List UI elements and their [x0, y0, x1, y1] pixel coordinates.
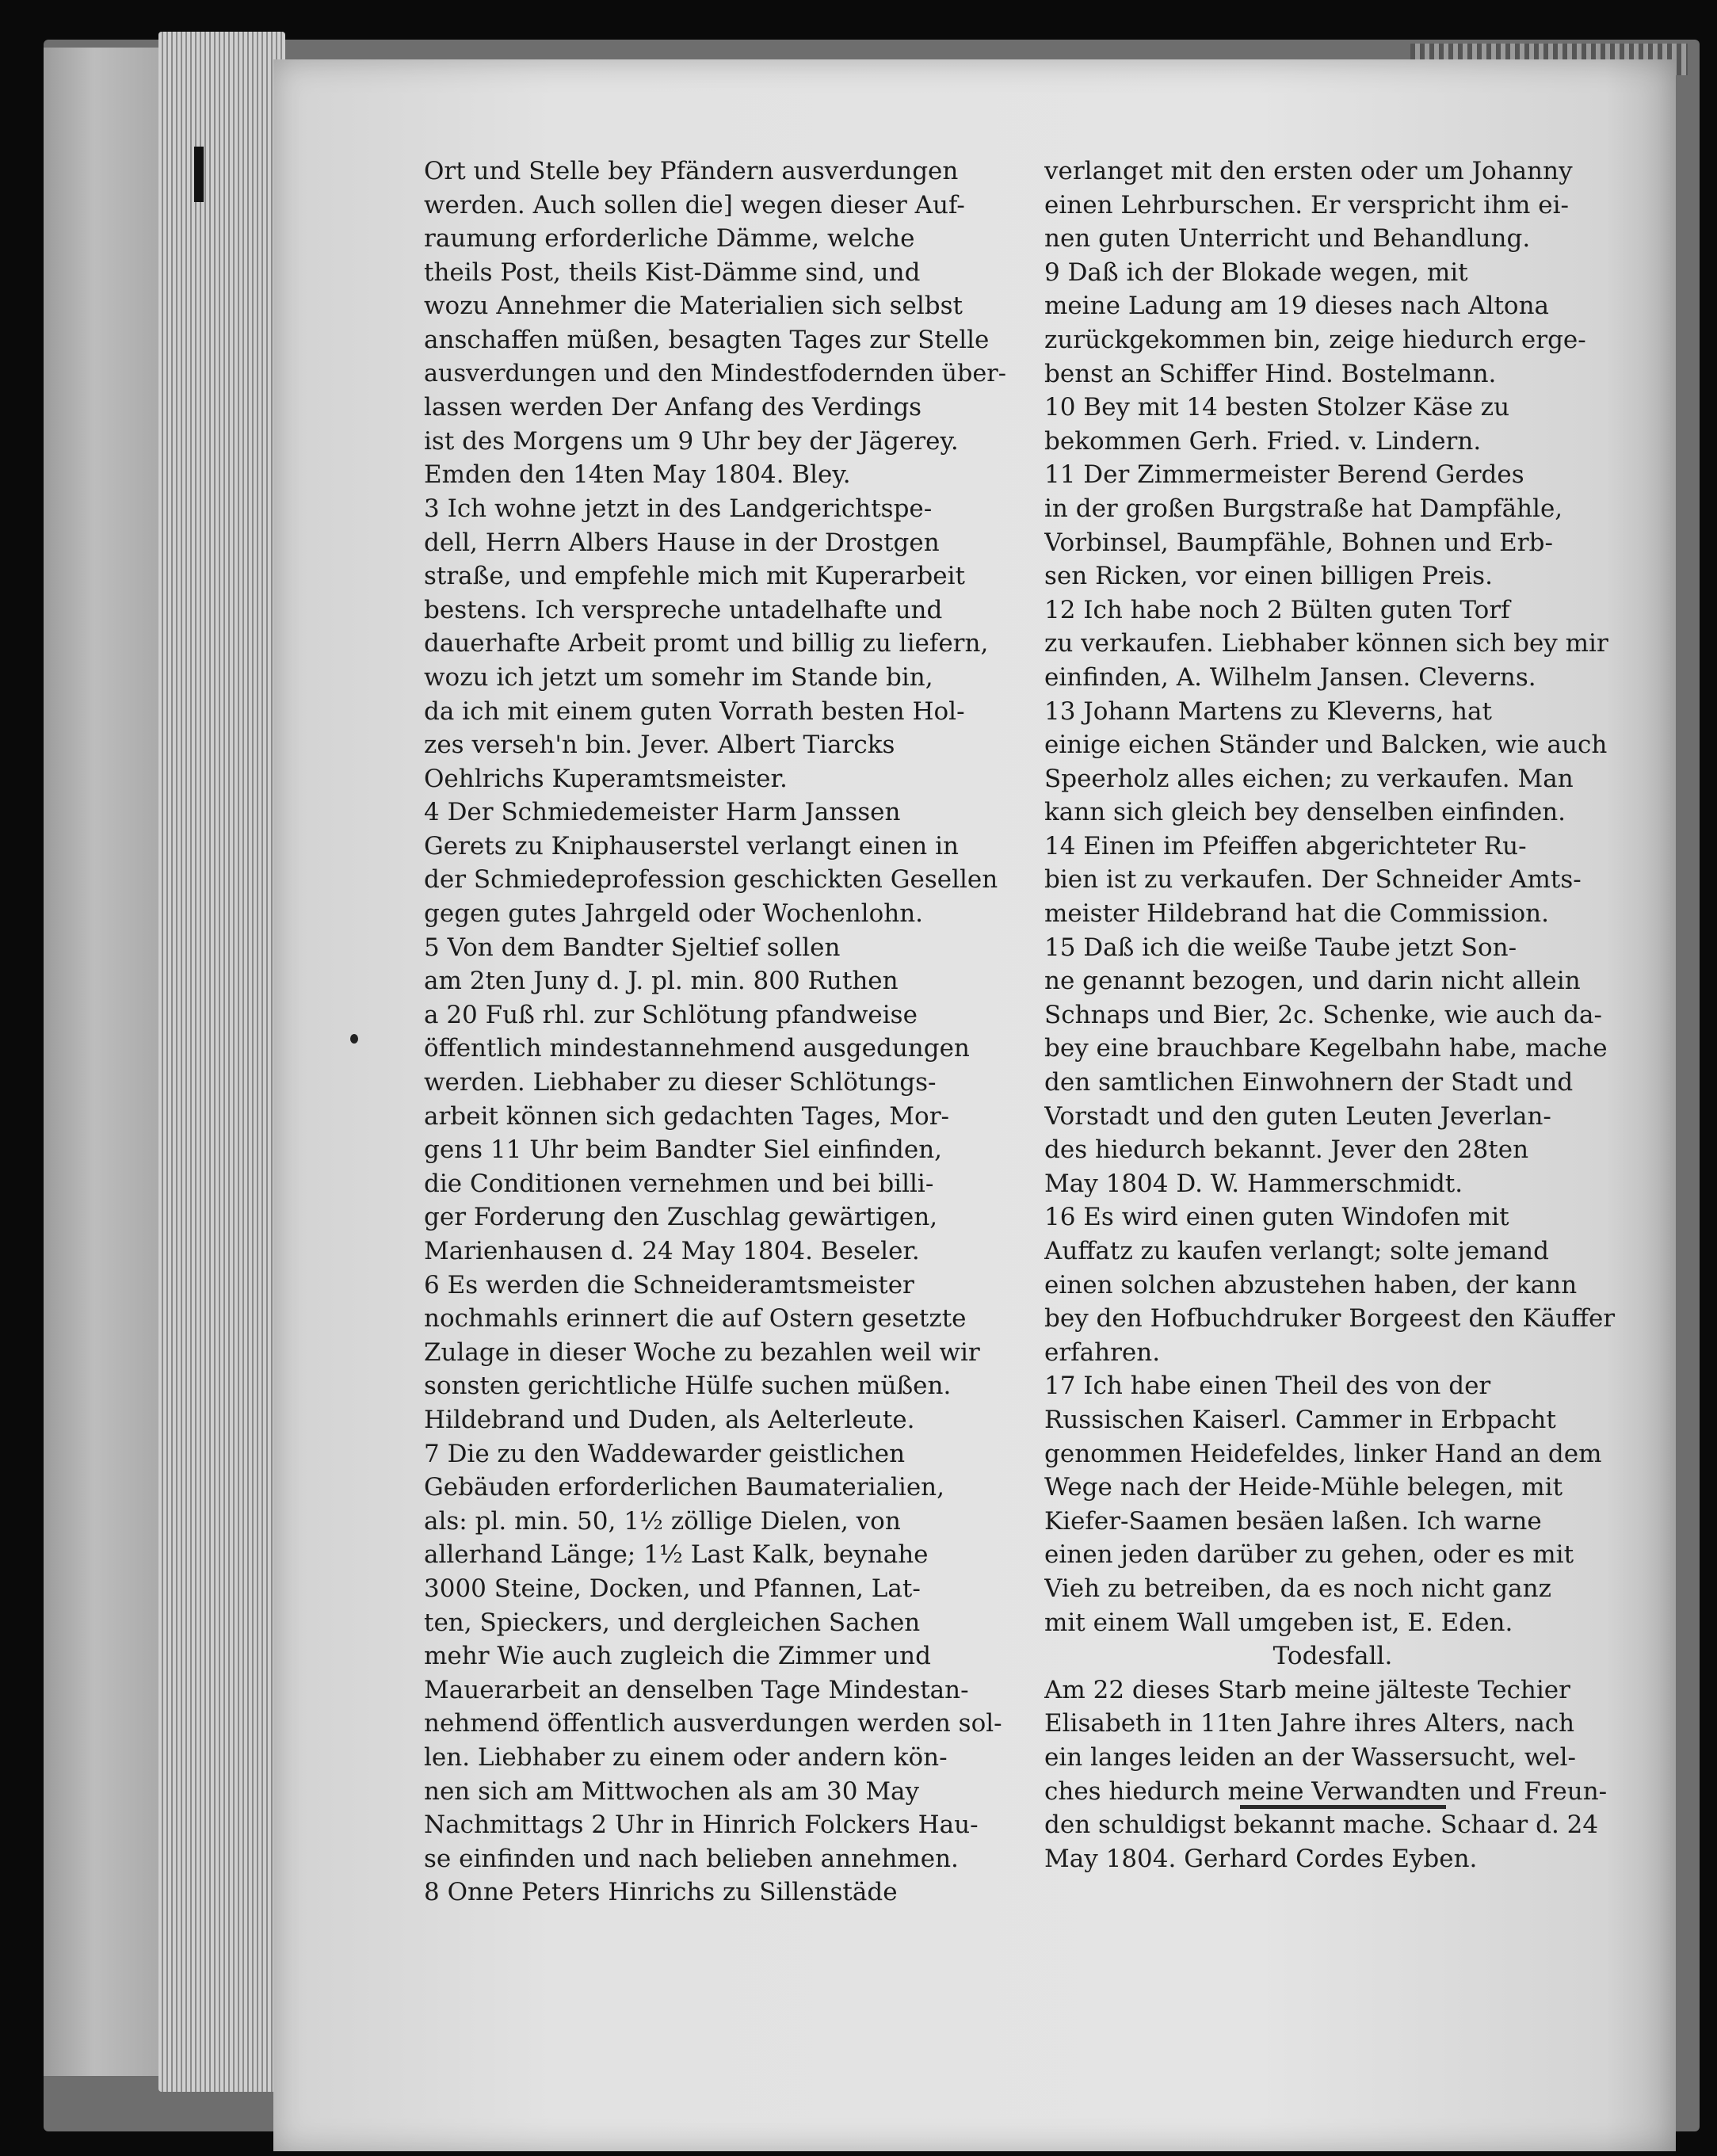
text-line: als: pl. min. 50, 1½ zöllige Dielen, von	[424, 1506, 901, 1536]
text-line: 5 Von dem Bandter Sjeltief sollen	[424, 933, 841, 962]
text-line: bey eine brauchbare Kegelbahn habe, mache	[1044, 1034, 1608, 1063]
text-line: nehmend öffentlich ausverdungen werden sol-	[424, 1709, 1002, 1738]
text-line: Wege nach der Heide-Mühle belegen, mit	[1044, 1473, 1563, 1502]
text-line: zurückgekommen bin, zeige hiedurch erge-	[1044, 325, 1586, 354]
text-line: ger Forderung den Zuschlag gewärtigen,	[424, 1203, 938, 1232]
text-line: raumung erforderliche Dämme, welche	[424, 224, 915, 254]
text-line: 3000 Steine, Docken, und Pfannen, Lat-	[424, 1574, 921, 1603]
text-line: a 20 Fuß rhl. zur Schlötung pfandweise	[424, 1000, 918, 1029]
text-line: Vieh zu betreiben, da es noch nicht ganz	[1044, 1574, 1551, 1603]
text-line: Zulage in dieser Woche zu bezahlen weil wir	[424, 1337, 980, 1367]
text-line: Marienhausen d. 24 May 1804. Beseler.	[424, 1237, 920, 1265]
text-line: Speerholz alles eichen; zu verkaufen. Man	[1044, 764, 1574, 793]
text-line: anschaffen müßen, besagten Tages zur Stelle	[424, 325, 990, 354]
text-line: bien ist zu verkaufen. Der Schneider Amts-	[1044, 865, 1582, 895]
text-line: Hildebrand und Duden, als Aelterleute.	[424, 1405, 915, 1434]
text-line: sonsten gerichtliche Hülfe suchen müßen.	[424, 1372, 952, 1401]
text-line: meister Hildebrand hat die Commission.	[1044, 899, 1549, 929]
text-line: 14 Einen im Pfeiffen abgerichteter Ru-	[1044, 831, 1527, 860]
text-line: 7 Die zu den Waddewarder geistlichen	[424, 1439, 906, 1468]
text-line: Gerets zu Kniphauserstel verlangt einen in	[424, 831, 959, 860]
text-line: ein langes leiden an der Wassersucht, wel-	[1044, 1742, 1577, 1772]
text-line: verlanget mit den ersten oder um Johanny	[1044, 157, 1573, 185]
text-line: zes verseh'n bin. Jever. Albert Tiarcks	[424, 731, 895, 760]
text-line: May 1804. Gerhard Cordes Eyben.	[1044, 1844, 1478, 1873]
text-line: öffentlich mindestannehmend ausgedungen	[424, 1034, 970, 1063]
text-line: benst an Schiffer Hind. Bostelmann.	[1044, 359, 1497, 388]
text-line: einfinden, A. Wilhelm Jansen. Cleverns.	[1044, 662, 1536, 692]
text-line: dauerhafte Arbeit promt und billig zu liefern,	[424, 629, 989, 658]
text-line: gens 11 Uhr beim Bandter Siel einfinden,	[424, 1135, 943, 1165]
text-line: 15 Daß ich die weiße Taube jetzt Son-	[1044, 933, 1517, 962]
text-line: se einfinden und nach belieben annehmen.	[424, 1844, 959, 1873]
text-line: einige eichen Ständer und Balcken, wie auch	[1044, 731, 1608, 760]
text-line: werden. Auch sollen die] wegen dieser Auf-	[424, 190, 965, 219]
text-line: len. Liebhaber zu einem oder andern kön-	[424, 1742, 948, 1772]
text-line: am 2ten Juny d. J. pl. min. 800 Ruthen	[424, 967, 899, 996]
text-line: 12 Ich habe noch 2 Bülten guten Torf	[1044, 595, 1510, 624]
text-line: Schnaps und Bier, 2c. Schenke, wie auch da-	[1044, 1000, 1602, 1029]
text-line: zu verkaufen. Liebhaber können sich bey mir	[1044, 629, 1608, 658]
text-line: Russischen Kaiserl. Cammer in Erbpacht	[1044, 1405, 1556, 1434]
text-line: kann sich gleich bey denselben einfinden.	[1044, 798, 1566, 827]
text-line: 13 Johann Martens zu Kleverns, hat	[1044, 696, 1492, 726]
text-line: wozu Annehmer die Materialien sich selbst	[424, 292, 963, 321]
text-line: Oehlrichs Kuperamtsmeister.	[424, 764, 788, 793]
text-line: ches hiedurch meine Verwandten und Freun-	[1044, 1776, 1608, 1806]
closing-rule	[1240, 1805, 1446, 1809]
text-line: Am 22 dieses Starb meine jälteste Techier	[1044, 1675, 1570, 1704]
ink-dot	[350, 1034, 358, 1044]
text-line: nen sich am Mittwochen als am 30 May	[424, 1776, 920, 1806]
text-line: Mauerarbeit an denselben Tage Mindestan-	[424, 1675, 969, 1704]
text-line: Gebäuden erforderlichen Baumaterialien,	[424, 1473, 944, 1502]
text-line: allerhand Länge; 1½ Last Kalk, beynahe	[424, 1540, 929, 1570]
text-line: 9 Daß ich der Blokade wegen, mit	[1044, 258, 1468, 287]
text-line: einen solchen abzustehen haben, der kann	[1044, 1270, 1578, 1299]
text-line: 3 Ich wohne jetzt in des Landgerichtspe-	[424, 494, 933, 523]
text-line: Nachmittags 2 Uhr in Hinrich Folckers Hau-	[424, 1811, 979, 1840]
text-line: Vorbinsel, Baumpfähle, Bohnen und Erb-	[1044, 528, 1553, 557]
text-line: genommen Heidefeldes, linker Hand an dem	[1044, 1439, 1602, 1468]
text-line: 6 Es werden die Schneideramtsmeister	[424, 1270, 914, 1299]
text-line: die Conditionen vernehmen und bei billi-	[424, 1169, 934, 1198]
text-line: einen Lehrburschen. Er verspricht ihm ei-	[1044, 190, 1569, 219]
left-text-column	[424, 155, 1006, 1910]
text-line: ten, Spieckers, und dergleichen Sachen	[424, 1608, 921, 1637]
text-line: bekommen Gerh. Fried. v. Lindern.	[1044, 426, 1482, 456]
text-line: Todesfall.	[1272, 1642, 1393, 1671]
text-line: Kiefer-Saamen besäen laßen. Ich warne	[1044, 1506, 1542, 1536]
text-line: erfahren.	[1044, 1337, 1161, 1367]
text-line: nochmahls erinnert die auf Ostern gesetzte	[424, 1304, 967, 1334]
text-line: theils Post, theils Kist-Dämme sind, und	[424, 258, 921, 287]
text-line: 11 Der Zimmermeister Berend Gerdes	[1044, 460, 1524, 490]
text-line: da ich mit einem guten Vorrath besten Hol-	[424, 696, 965, 726]
text-line: bey den Hofbuchdruker Borgeest den Käuffer	[1044, 1304, 1616, 1334]
text-line: sen Ricken, vor einen billigen Preis.	[1044, 562, 1493, 591]
page-stack-edges	[158, 32, 285, 2092]
text-line: straße, und empfehle mich mit Kuperarbeit	[424, 562, 965, 591]
text-line: gegen gutes Jahrgeld oder Wochenlohn.	[424, 899, 924, 929]
text-line: arbeit können sich gedachten Tages, Mor-	[424, 1101, 949, 1131]
text-line: dell, Herrn Albers Hause in der Drostgen	[424, 528, 940, 557]
text-line: Auffatz zu kaufen verlangt; solte jemand	[1044, 1237, 1549, 1265]
text-line: lassen werden Der Anfang des Verdings	[424, 393, 922, 422]
gutter-mark	[194, 147, 204, 202]
text-line: 16 Es wird einen guten Windofen mit	[1044, 1203, 1509, 1232]
text-line: in der großen Burgstraße hat Dampfähle,	[1044, 494, 1563, 523]
text-line: 4 Der Schmiedemeister Harm Janssen	[424, 798, 901, 827]
text-line: May 1804 D. W. Hammerschmidt.	[1044, 1169, 1463, 1198]
text-line: mehr Wie auch zugleich die Zimmer und	[424, 1642, 931, 1671]
text-line: einen jeden darüber zu gehen, oder es mit	[1044, 1540, 1574, 1570]
book-cover-left	[44, 48, 170, 2076]
text-line: Ort und Stelle bey Pfändern ausverdungen	[424, 157, 959, 185]
text-line: den samtlichen Einwohnern der Stadt und	[1044, 1068, 1574, 1097]
text-line: den schuldigst bekannt mache. Schaar d. 24	[1044, 1811, 1599, 1840]
text-line: Vorstadt und den guten Leuten Jeverlan-	[1044, 1101, 1551, 1131]
right-text-column	[1044, 155, 1621, 1876]
text-line: der Schmiedeprofession geschickten Gesellen	[424, 865, 998, 895]
text-line: ne genannt bezogen, und darin nicht allein	[1044, 967, 1581, 996]
text-line: ausverdungen und den Mindestfodernden über-	[424, 359, 1006, 387]
text-line: wozu ich jetzt um somehr im Stande bin,	[424, 662, 933, 692]
text-line: bestens. Ich verspreche untadelhafte und	[424, 595, 943, 624]
text-line: des hiedurch bekannt. Jever den 28ten	[1044, 1135, 1529, 1165]
text-line: nen guten Unterricht und Behandlung.	[1044, 224, 1531, 254]
text-line: ist des Morgens um 9 Uhr bey der Jägerey.	[424, 426, 959, 456]
text-line: 17 Ich habe einen Theil des von der	[1044, 1372, 1491, 1401]
text-line: werden. Liebhaber zu dieser Schlötungs-	[424, 1068, 937, 1097]
text-line: 8 Onne Peters Hinrichs zu Sillenstäde	[424, 1878, 898, 1907]
text-line: 10 Bey mit 14 besten Stolzer Käse zu	[1044, 393, 1510, 422]
text-line: meine Ladung am 19 dieses nach Altona	[1044, 292, 1550, 321]
text-line: mit einem Wall umgeben ist, E. Eden.	[1044, 1608, 1513, 1637]
text-line: Elisabeth in 11ten Jahre ihres Alters, nach	[1044, 1709, 1575, 1738]
text-line: Emden den 14ten May 1804. Bley.	[424, 460, 851, 490]
